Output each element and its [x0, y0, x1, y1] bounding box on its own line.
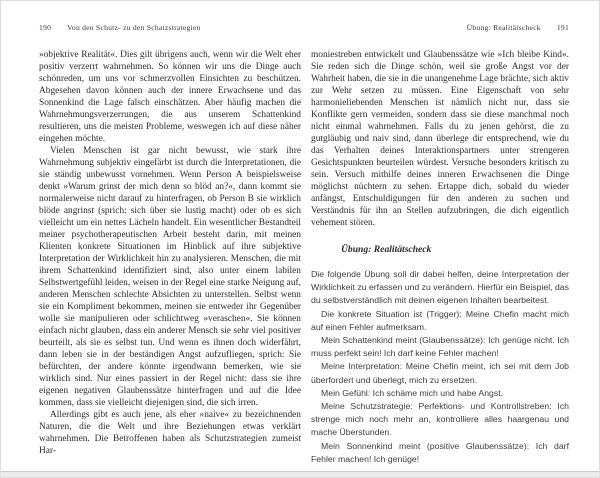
- paragraph: »objektive Realität«. Dies gilt übrigens auch, wenn wir die Welt eher positiv verzerrt wahrnehmen. So können wir uns die Dinge auch schönreden, um uns vor schmerzvollen Einsichten zu beschützen. Abgesehen davon können auch der innere Erwachsene und das Sonnenkind die Lage falsch einschätzen. Aber häufig machen die Wahrnehmungsverzerrungen, die aus unserem Schattenkind resultieren, uns die meisten Probleme, weswegen ich auf diese näher eingehen möchte.: [39, 50, 301, 144]
- paragraph: Vielen Menschen ist gar nicht bewusst, wie stark ihre Wahrnehmung subjektiv eingefärbt ist durch die Interpretationen, die sie ständig unbewusst vornehmen. Wenn Person A beispielsweise denkt »Warum grinst der mich denn so blöd an?«, dann kommt sie normalerweise nicht darauf zu hinterfragen, ob Person B sie wirklich blöde angrinst (sprich: sich über sie lustig macht) oder ob es sich vielleicht um ein nettes Lächeln handelt. Ein wesentlicher Bestandteil meiner psychotherapeutischen Arbeit besteht darin, mit meinen Klienten konkrete Situationen im Hinblick auf ihre subjektive Interpretation der Wirklichkeit hin zu analysieren. Menschen, die mit ihrem Schattenkind identifiziert sind, also unter einem labilen Selbstwertgefühl leiden, weisen in der Regel eine starke Neigung auf, anderen Menschen schlechte Absichten zu unterstellen. Selbst wenn sie ein Kompliment bekommen, meinen sie entweder ihr Gegenüber wolle sie manipulieren oder schlichtweg »veraschen«. Sie können einfach nicht glauben, dass ein anderer Mensch sie sehr viel positiver beurteilt, als sie es selbst tun. Und wenn es ihnen doch widerfährt, dann leben sie in der beständigen Angst aufzufliegen, sprich: Sie befürchten, der andere könnte irgendwann bemerken, wie sie wirklich sind. Nur eines passiert in der Regel nicht: dass sie ihre eigenen negativen Glaubenssätze hinterfragen und auf die Idee kommen, dass sie vielleicht diejenigen sind, die sich irren.: [39, 146, 301, 408]
- page-bottom-edge-shadow: [1, 471, 599, 477]
- exercise-section: [311, 268, 569, 466]
- exercise-heading: Übung: Realitätscheck: [341, 244, 432, 255]
- running-head-title-left: Von den Schutz- zu den Schatzstrategien: [67, 23, 201, 32]
- body-text-left: [39, 49, 301, 457]
- running-header-left: [39, 23, 301, 32]
- body-text-right: [311, 49, 569, 229]
- exercise-paragraph: Mein Schattenkind meint (Glaubenssätze): Ich genüge nicht. Ich muss perfekt sein! Ich darf keine Fehler machen!: [311, 335, 569, 359]
- exercise-paragraph: Meine Interpretation: Meine Chefin meint, ich sei mit dem Job überfordert und überlegt, mich zu ersetzen.: [311, 361, 569, 385]
- paragraph: Allerdings gibt es auch jene, als eher »naive« zu bezeichnenden Naturen, die die Welt und ihre Beziehungen etwas verklärt wahrnehmen. Die Betroffenen haben als Schutzstrategien zumeist Har-: [39, 410, 301, 456]
- running-header-right: [311, 23, 569, 32]
- exercise-paragraph: Mein Sonnenkind meint (positive Glaubenssätze): Ich darf Fehler machen! Ich genüge!: [311, 440, 569, 464]
- exercise-paragraph: Meine Schutzstrategie: Perfektions- und Kontrollstreben: Ich strenge mich noch mehr an, kontrolliere alles haargenau und mache Überstunden.: [311, 401, 569, 438]
- page-number-right: 191: [556, 23, 569, 32]
- exercise-paragraph: Die folgende Übung soll dir dabei helfen, deine Interpretation der Wirklichkeit zu erfassen und zu verändern. Hierfür ein Beispiel, das du selbstverständlich mit deinen eigenen Inhalten bearbeitest.: [311, 269, 569, 306]
- exercise-paragraph: Mein Gefühl: Ich schäme mich und habe Angst.: [321, 387, 504, 398]
- page-left: [39, 23, 301, 457]
- page-right: [311, 23, 569, 466]
- exercise-paragraph: Die konkrete Situation ist (Trigger): Meine Chefin macht mich auf einen Fehler aufmerksam.: [311, 308, 569, 332]
- running-head-title-right: Übung: Realitätscheck: [466, 23, 541, 32]
- page-number-left: 190: [39, 23, 52, 32]
- paragraph: moniestreben entwickelt und Glaubenssätze wie »Ich bleibe Kind«. Sie reden sich die Dinge schön, weil sie große Angst vor der Wahrheit haben, die sie in die unangenehme Lage brächte, sich aktiv zur Wehr setzen zu müssen. Eine Eigenschaft von sehr harmonieliebenden Menschen ist nämlich nicht nur, dass sie Konflikte gern vermeiden, sondern dass sie diese manchmal noch nicht einmal wahrnehmen. Falls du zu jenen gehörst, die zu gutgläubig und naiv sind, dann überlege dir entsprechend, wie du das Verhalten deines Interaktionspartners unter strengeren Gesichtspunkten beurteilen würdest. Versuche besonders kritisch zu sein. Versuch mithilfe deines inneren Erwachsenen die Dinge möglichst nüchtern zu sehen. Ertappe dich, sobald du wieder anfängst, Entschuldigungen für den anderen zu suchen und Verständnis für ihn an Stellen aufzubringen, die dich eigentlich vehement stören.: [311, 50, 569, 228]
